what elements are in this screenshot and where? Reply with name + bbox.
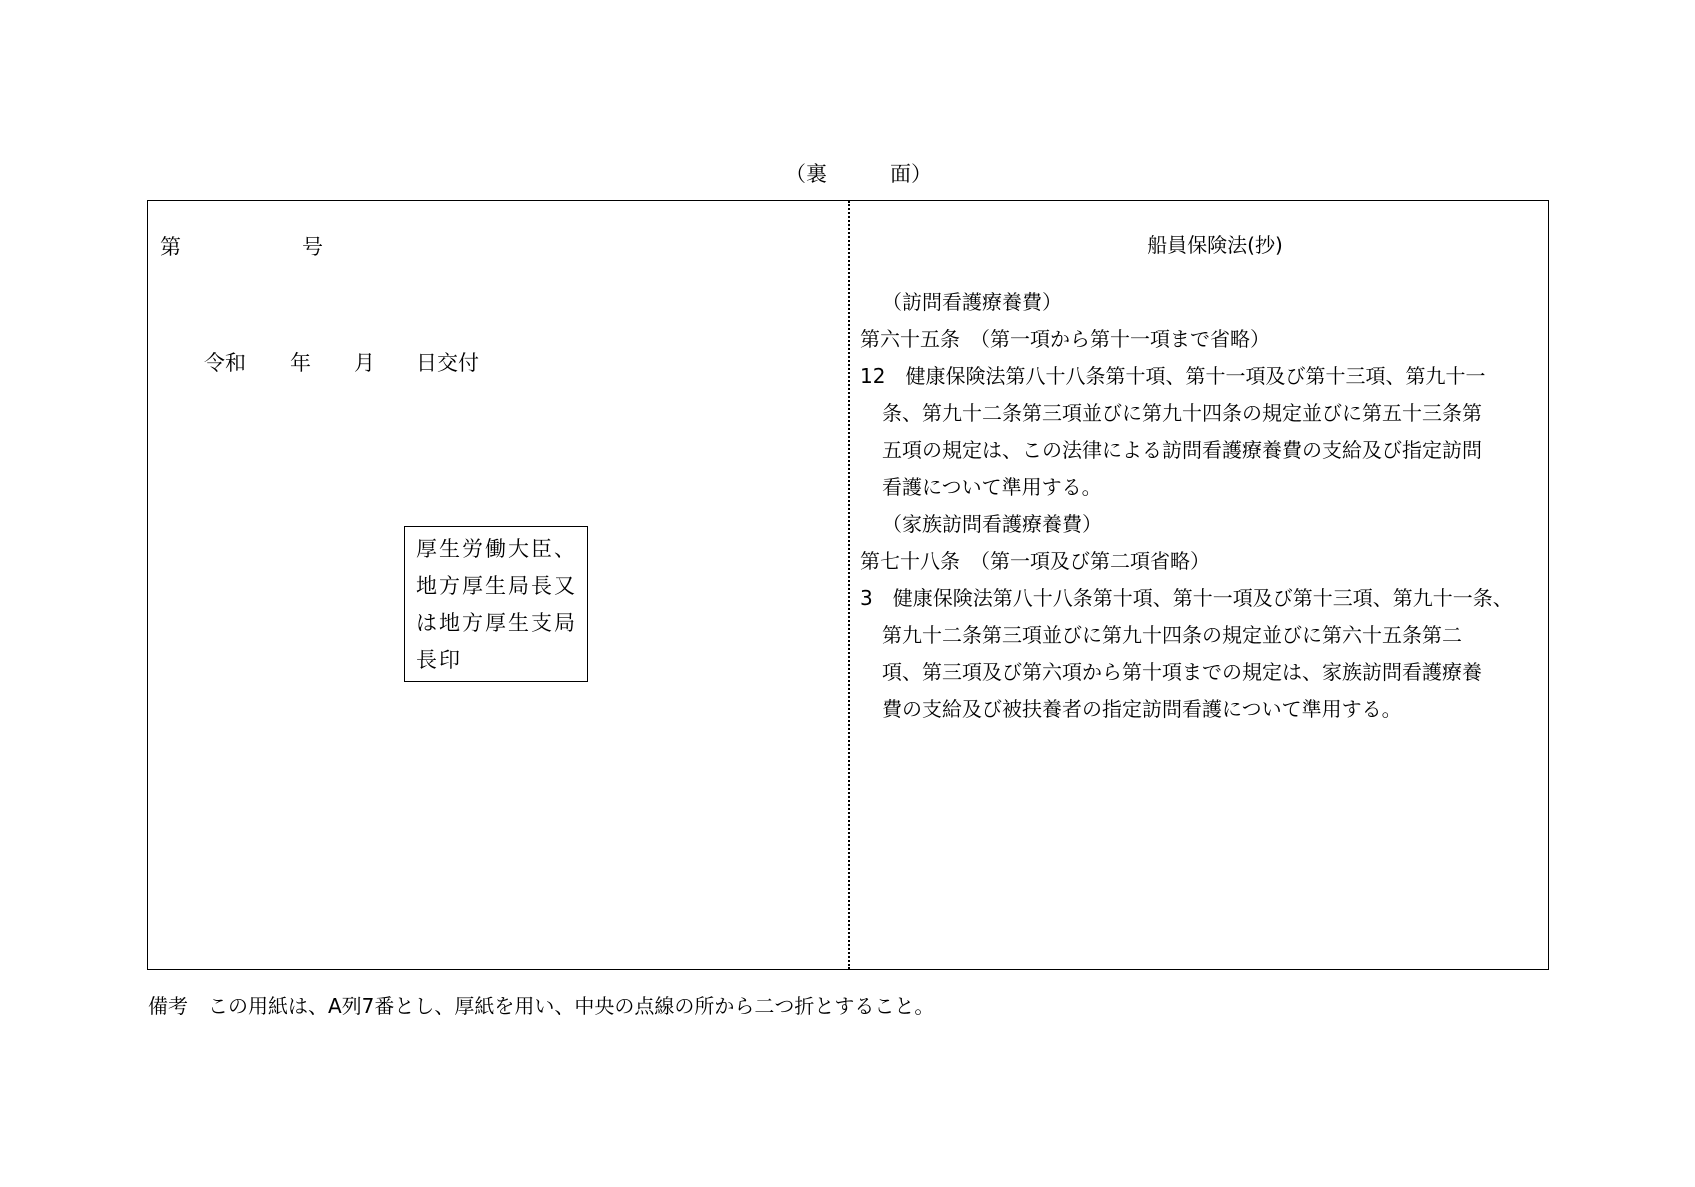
law-line: （家族訪問看護療養費） [882,512,1102,536]
law-line: 第六十五条 （第一項から第十一項まで省略） [860,327,1270,351]
seal-line: 長印 [416,648,462,672]
law-line: 条、第九十二条第三項並びに第九十四条の規定並びに第五十三条第 [882,401,1482,425]
remarks-note: 備考 この用紙は、A列7番とし、厚紙を用い、中央の点線の所から二つ折とすること。 [148,994,935,1018]
seal-line: は地方厚生支局 [416,611,577,635]
left-panel [148,201,848,969]
center-fold-dotted-line [848,201,850,969]
date-era: 令和 [204,351,246,375]
issuer-seal-box [404,526,588,682]
number-prefix: 第 [160,235,181,259]
law-line: 五項の規定は、この法律による訪問看護療養費の支給及び指定訪問 [882,438,1482,462]
number-suffix: 号 [302,235,323,259]
law-title: 船員保険法(抄) [1147,233,1283,257]
law-line: 費の支給及び被扶養者の指定訪問看護について準用する。 [882,697,1402,721]
law-line: （訪問看護療養費） [882,290,1062,314]
law-line: 第七十八条 （第一項及び第二項省略） [860,549,1210,573]
law-line: 12 健康保険法第八十八条第十項、第十一項及び第十三項、第九十一 [860,364,1486,388]
law-line: 3 健康保険法第八十八条第十項、第十一項及び第十三項、第九十一条、 [860,586,1513,610]
date-year: 年 [290,351,311,375]
law-line: 第九十二条第三項並びに第九十四条の規定並びに第六十五条第二 [882,623,1462,647]
seal-line: 厚生労働大臣、 [416,537,577,561]
certificate-frame [147,200,1549,970]
law-line: 項、第三項及び第六項から第十項までの規定は、家族訪問看護療養 [882,660,1482,684]
date-day: 日交付 [416,351,479,375]
seal-line: 地方厚生局長又 [416,574,577,598]
law-line: 看護について準用する。 [882,475,1102,499]
side-label: （裏 面） [785,162,932,186]
law-excerpt [860,284,1540,728]
date-month: 月 [354,351,375,375]
right-panel [860,201,1540,969]
